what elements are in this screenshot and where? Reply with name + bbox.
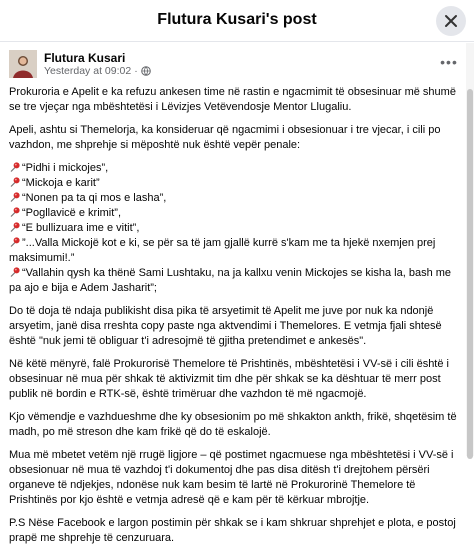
pushpin-icon xyxy=(9,161,21,173)
post-paragraph: Mua më mbetet vetëm një rrugë ligjore – që postimet ngacmuese nga mbështetësi i VV-së i obsesionuar në mua të vazhdoj t'i dokumentoj dhe pas disa ditësh t'i drejtohem përsëri organeve të ndjekjes, ndonëse nuk kam besim të lartë në Prokurorinë Themelore të Prishtinës por kjo është e vetmja adresë që e kam për të kërkuar mbrojtje. xyxy=(9,449,454,506)
post-meta xyxy=(44,65,151,77)
modal-header xyxy=(0,0,474,42)
close-icon xyxy=(444,14,458,28)
pushpin-icon xyxy=(9,236,21,248)
quote-item: “Pogllavicë e krimit”, xyxy=(9,206,459,221)
pushpin-icon xyxy=(9,176,21,188)
quote-item: “Mickoja e karit” xyxy=(9,176,459,191)
pushpin-icon xyxy=(9,206,21,218)
post-paragraph: Do të doja të ndaja publikisht disa pika të arsyetimit të Apelit me juve por nuk ka ndonjë arsyetim, janë disa rreshta copy paste nga aktvendimi i Themelores. E vetmja fjali shtesë është "nuk jemi të obliguar t'i adresojmë të gjitha pretendimet e ankesës". xyxy=(9,305,442,347)
quote-item: “Pidhi i mickojes”, xyxy=(9,161,459,176)
post-paragraph: Kjo vëmendje e vazhdueshme dhe ky obsesionim po më shkakton ankth, frikë, shqetësim të madh, po më streson dhe kam frikë që do të eskalojë. xyxy=(9,411,457,438)
author-name[interactable]: Flutura Kusari xyxy=(44,51,126,65)
modal-title: Flutura Kusari's post xyxy=(157,11,317,28)
quote-item: “Vallahin qysh ka thënë Sami Lushtaku, na ja kallxu venin Mickojes se kisha la, bash me pa ajo e bija e Adem Jasharit”; xyxy=(9,267,452,294)
scrollbar-thumb[interactable] xyxy=(467,89,473,459)
more-options-button[interactable] xyxy=(438,51,460,73)
quote-item: “E bullizuara ime e vitit”, xyxy=(9,221,459,236)
scrollbar[interactable] xyxy=(466,43,474,456)
post-header xyxy=(9,49,466,79)
more-icon: ••• xyxy=(440,54,458,70)
quote-item: ”...Valla Mickojë kot e ki, se për sa të jam gjallë kurrë s'kam me ta hjekë nxemjen prej maksimumi!.” xyxy=(9,237,436,264)
post-paragraph: Apeli, ashtu si Themelorja, ka konsideruar që ngacmimi i obsesionuar i tre vjecar, i cili po vazhdon, me shprehje si mëposhtë nuk është vepër penale: xyxy=(9,124,441,151)
close-button[interactable] xyxy=(436,6,466,36)
pushpin-icon xyxy=(9,266,21,278)
quote-list xyxy=(9,161,459,296)
meta-separator: · xyxy=(134,65,138,77)
post-paragraph: Në këtë mënyrë, falë Prokurorisë Themelore të Prishtinës, mbështetësi i VV-së i cili është i obsesinuar në mua për shkak të aktivizmit tim dhe për shkak se ka dështuar të merr post publik në bordin e RTK-së, është trimëruar dhe vazhdon të më ngacmojë. xyxy=(9,358,449,400)
avatar[interactable] xyxy=(9,50,37,78)
globe-icon xyxy=(141,66,151,76)
post-paragraph: P.S Nëse Facebook e largon postimin për shkak se i kam shkruar shprehjet e plota, e postoj prapë me shprehje të cenzuruara. xyxy=(9,517,456,544)
quote-item: “Nonen pa ta qi mos e lasha”, xyxy=(9,191,459,206)
pushpin-icon xyxy=(9,221,21,233)
post-body xyxy=(9,85,459,546)
pushpin-icon xyxy=(9,191,21,203)
post-timestamp[interactable]: Yesterday at 09:02 xyxy=(44,65,132,77)
modal-content xyxy=(0,43,466,544)
post-paragraph: Prokuroria e Apelit e ka refuzu ankesen time në rastin e ngacmimit të obsesinuar më shumë se tre vjeçar nga mbështetësi i Lëvizjes Vetëvendosje Mentor Llugaliu. xyxy=(9,86,456,113)
